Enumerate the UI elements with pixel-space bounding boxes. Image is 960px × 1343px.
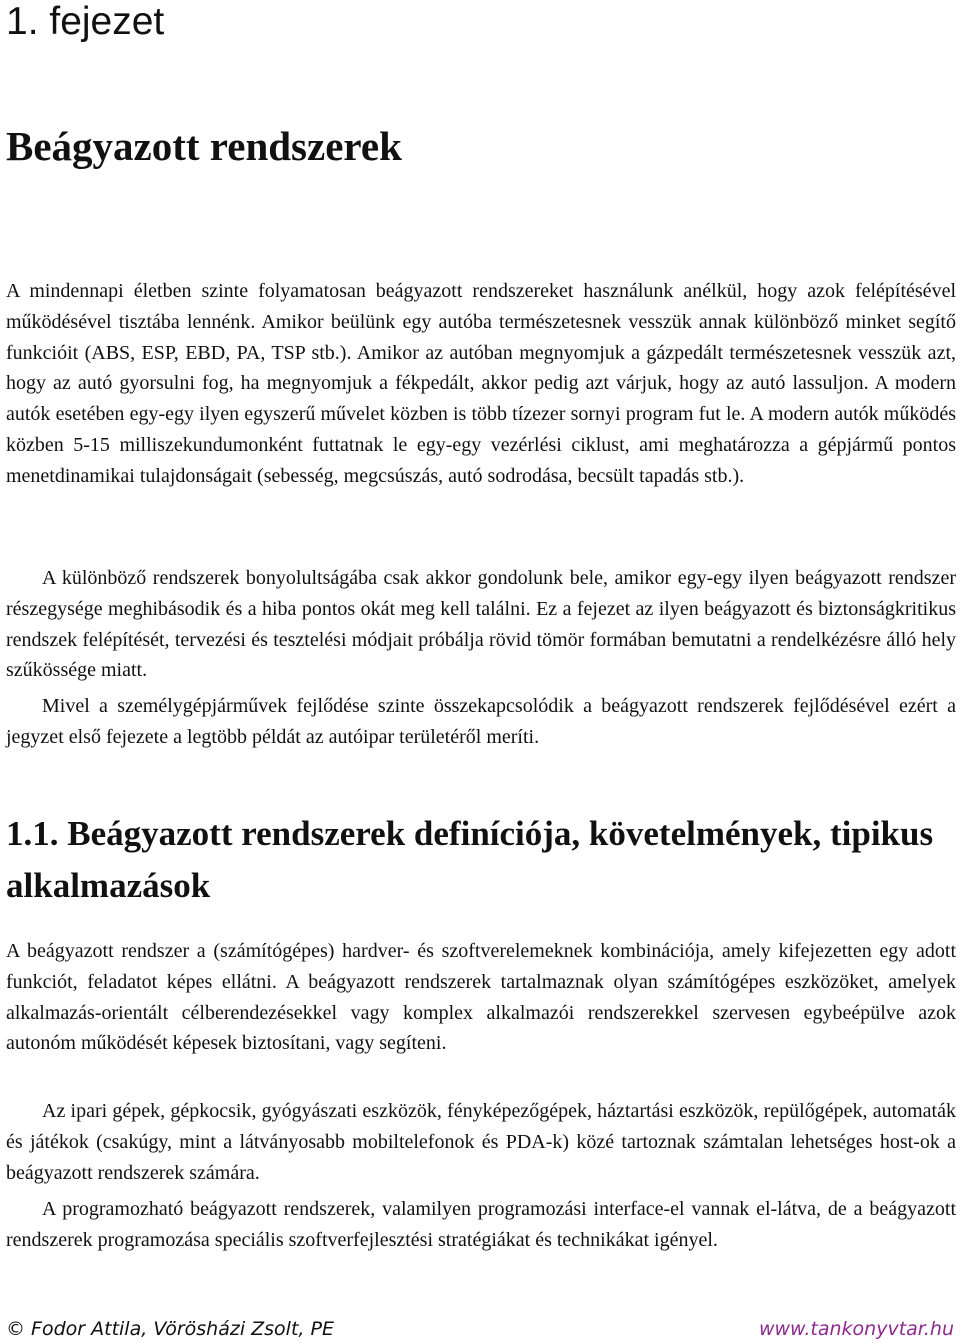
footer-website-link[interactable]: www.tankonyvtar.hu — [758, 1318, 954, 1340]
definition-paragraph: A beágyazott rendszer a (számítógépes) hardver- és szoftverelemeknek kombinációja, amely kifejezetten egy adott funkciót, feladatot képes ellátni. A beágyazott rendszerek tartalmaznak olyan számítógépes eszközöket, amelyek alkalmazás-orientált célberendezésekkel vagy komplex alkalmazói rendszerekkel szervesen egybeépülve azok autonóm működését képesek biztosítani, vagy segíteni. — [6, 940, 956, 1055]
copyright-icon: © — [6, 1318, 25, 1340]
intro-paragraph: A mindennapi életben szinte folyamatosan beágyazott rendszereket használunk anélkül, hogy azok felépítésével működésével tisztába lennénk. Amikor beülünk egy autóba természetesnek vesszük annak különböző minket segítő funkcióit (ABS, ESP, EBD, PA, TSP stb.). Amikor az autóban megnyomjuk a gázpedált természetesnek vesszük azt, hogy az autó gyorsulni fog, ha megnyomjuk a fékpedált, akkor pedig azt várjuk, hogy az autó lassuljon. A modern autók esetében egy-egy ilyen egyszerű művelet közben is több tízezer sornyi program fut le. A modern autók működés közben 5-15 milliszekundumonként futtatnak le egy-egy vezérlési ciklust, ami meghatározza a gépjármű pontos menetdinamikai tulajdonságait (sebesség, megcsúszás, autó sodrodása, becsült tapadás stb.). — [6, 280, 956, 487]
chapter-label: 1. fejezet — [6, 0, 165, 43]
chapter-title: Beágyazott rendszerek — [6, 123, 402, 169]
footer-authors-text: Fodor Attila, Vörösházi Zsolt, PE — [31, 1318, 334, 1340]
automotive-paragraph: Mivel a személygépjárművek fejlődése szinte összekapcsolódik a beágyazott rendszerek fejlődésével ezért a jegyzet első fejezete a legtöbb példát az autóipar területéről meríti. — [6, 695, 956, 748]
footer-authors — [6, 1316, 334, 1342]
complexity-paragraph: A különböző rendszerek bonyolultságába csak akkor gondolunk bele, amikor egy-egy ilyen beágyazott rendszer részegysége meghibásodik és a hiba pontos okát meg kell találni. Ez a fejezet az ilyen beágyazott és biztonságkritikus rendszek felépítését, tervezési és tesztelési módjait próbálja rövid tömör formában bemutatni a rendelkézésre álló hely szűkössége miatt. — [6, 567, 956, 682]
examples-paragraph: Az ipari gépek, gépkocsik, gyógyászati eszközök, fényképezőgépek, háztartási eszközök, repülőgépek, automaták és játékok (csakúgy, mint a látványosabb mobiltelefonok és PDA-k) közé tartoznak számtalan lehetséges host-ok a beágyazott rendszerek számára. — [6, 1100, 956, 1184]
section-heading: 1.1. Beágyazott rendszerek definíciója, követelmények, tipikus alkalmazások — [6, 814, 934, 905]
programmable-paragraph: A programozható beágyazott rendszerek, valamilyen programozási interface-el vannak el-látva, de a beágyazott rendszerek programozása speciális szoftverfejlesztési stratégiákat és technikákat igényel. — [6, 1198, 956, 1251]
